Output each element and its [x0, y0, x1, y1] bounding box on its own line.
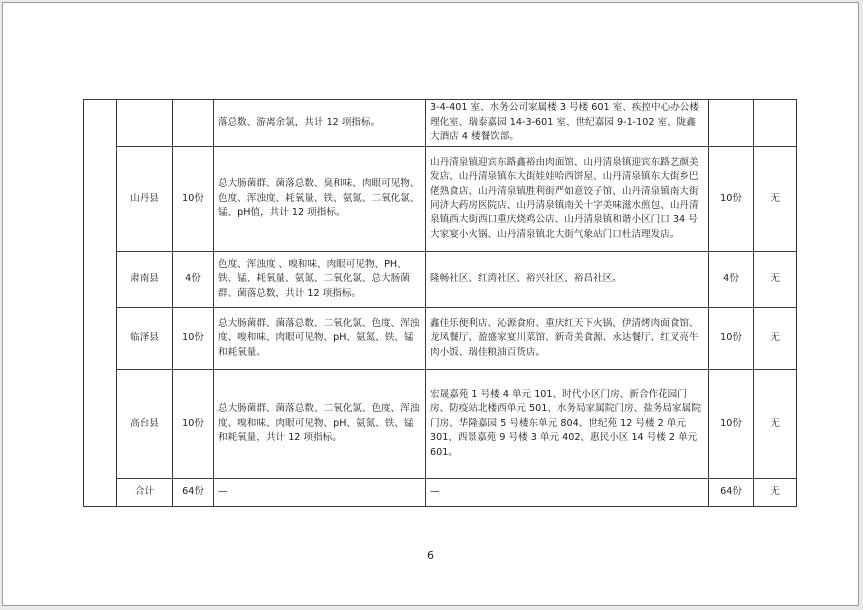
- table-row: [84, 100, 797, 147]
- items-cell: 总大肠菌群、菌落总数、臭和味、肉眼可见物、色度、浑浊度、耗氧量、铁、氨氮、二氧化氯、锰、pH值，共计 12 项指标。: [214, 147, 426, 252]
- locations-cell: 隆畅社区、红湾社区、裕兴社区、裕昌社区。: [426, 252, 709, 308]
- total-items-cell: —: [214, 479, 426, 507]
- total-result-cell: 无: [754, 479, 797, 507]
- result-cell: 无: [754, 147, 797, 252]
- table-row: [84, 308, 797, 370]
- total-samples-cell: 64份: [709, 479, 754, 507]
- result-cell: [754, 100, 797, 147]
- samples-cell: 4份: [709, 252, 754, 308]
- county-cell: 山丹县: [117, 147, 173, 252]
- result-cell: 无: [754, 308, 797, 370]
- sampling-table: [83, 99, 797, 507]
- result-cell: 无: [754, 370, 797, 479]
- samples-cell: 10份: [709, 147, 754, 252]
- samples-cell: [709, 100, 754, 147]
- locations-cell: 山丹清泉镇迎宾东路鑫裕由肉面馆、山丹清泉镇迎宾东路艺颜美发店、山丹清泉镇东大街娃娃哈西饼屋、山丹清泉镇东大街乡巴佬熟食店、山丹清泉镇胜利街严如意饺子馆、山丹清泉镇南大街同济大药房医院店、山丹清泉镇南关十字美味滋水煎包、山丹清泉镇西大街西口重庆烧鸡公店、山丹清泉镇和谐小区门口 34 号大家宴小火锅、山丹清泉镇北大街气象站门口杜洁理发店。: [426, 147, 709, 252]
- table-row: [84, 252, 797, 308]
- left-blank-cell: [84, 100, 117, 507]
- samples-cell: 10份: [709, 370, 754, 479]
- total-locations-cell: —: [426, 479, 709, 507]
- total-count-cell: 64份: [173, 479, 214, 507]
- total-label-cell: 合计: [117, 479, 173, 507]
- count-cell: 10份: [173, 147, 214, 252]
- page-number: 6: [427, 549, 434, 562]
- count-cell: 10份: [173, 370, 214, 479]
- county-cell: 临泽县: [117, 308, 173, 370]
- table-row: [84, 147, 797, 252]
- samples-cell: 10份: [709, 308, 754, 370]
- county-cell: [117, 100, 173, 147]
- locations-cell: 3-4-401 室、水务公司家属楼 3 号楼 601 室、疾控中心办公楼理化室、瑞泰嘉园 14-3-601 室、世纪嘉园 9-1-102 室、陇鑫大酒店 4 楼餐饮部。: [426, 100, 709, 147]
- items-cell: 总大肠菌群、菌落总数、二氧化氯、色度、浑浊度、嗅和味、肉眼可见物、pH、氨氮、铁、锰和耗氧量。: [214, 308, 426, 370]
- items-cell: 总大肠菌群、菌落总数、二氧化氯、色度、浑浊度、嗅和味、肉眼可见物、pH、氨氮、铁、锰和耗氧量，共计 12 项指标。: [214, 370, 426, 479]
- items-cell: 色度、浑浊度 、嗅和味、肉眼可见物、PH、铁、锰、耗氧量、氨氮、二氧化氯、总大肠菌群、菌落总数，共计 12 项指标。: [214, 252, 426, 308]
- document-page: [2, 2, 859, 606]
- items-cell: 落总数、游离余氯，共计 12 项指标。: [214, 100, 426, 147]
- table-row: [84, 370, 797, 479]
- count-cell: 4份: [173, 252, 214, 308]
- count-cell: 10份: [173, 308, 214, 370]
- count-cell: [173, 100, 214, 147]
- county-cell: 高台县: [117, 370, 173, 479]
- locations-cell: 鑫佳乐便利店、沁源食府、重庆红天下火锅、伊清烤肉面食馆、龙凤餐厅、盈盛家宴川菜馆、新奇美食源、永达餐厅、红叉亮牛肉小饭、瑞佳粮油百货店。: [426, 308, 709, 370]
- county-cell: 肃南县: [117, 252, 173, 308]
- total-row: [84, 479, 797, 507]
- locations-cell: 宏晟嘉苑 1 号楼 4 单元 101、时代小区门房、新合作花园门房、防疫站北楼西单元 501、水务局家属院门房、盐务局家属院门房、华隆嘉园 5 号楼东单元 804、世纪苑 12 号楼 2 单元 301、西景嘉苑 9 号楼 3 单元 402、惠民小区 14 号楼 2 单元 601。: [426, 370, 709, 479]
- result-cell: 无: [754, 252, 797, 308]
